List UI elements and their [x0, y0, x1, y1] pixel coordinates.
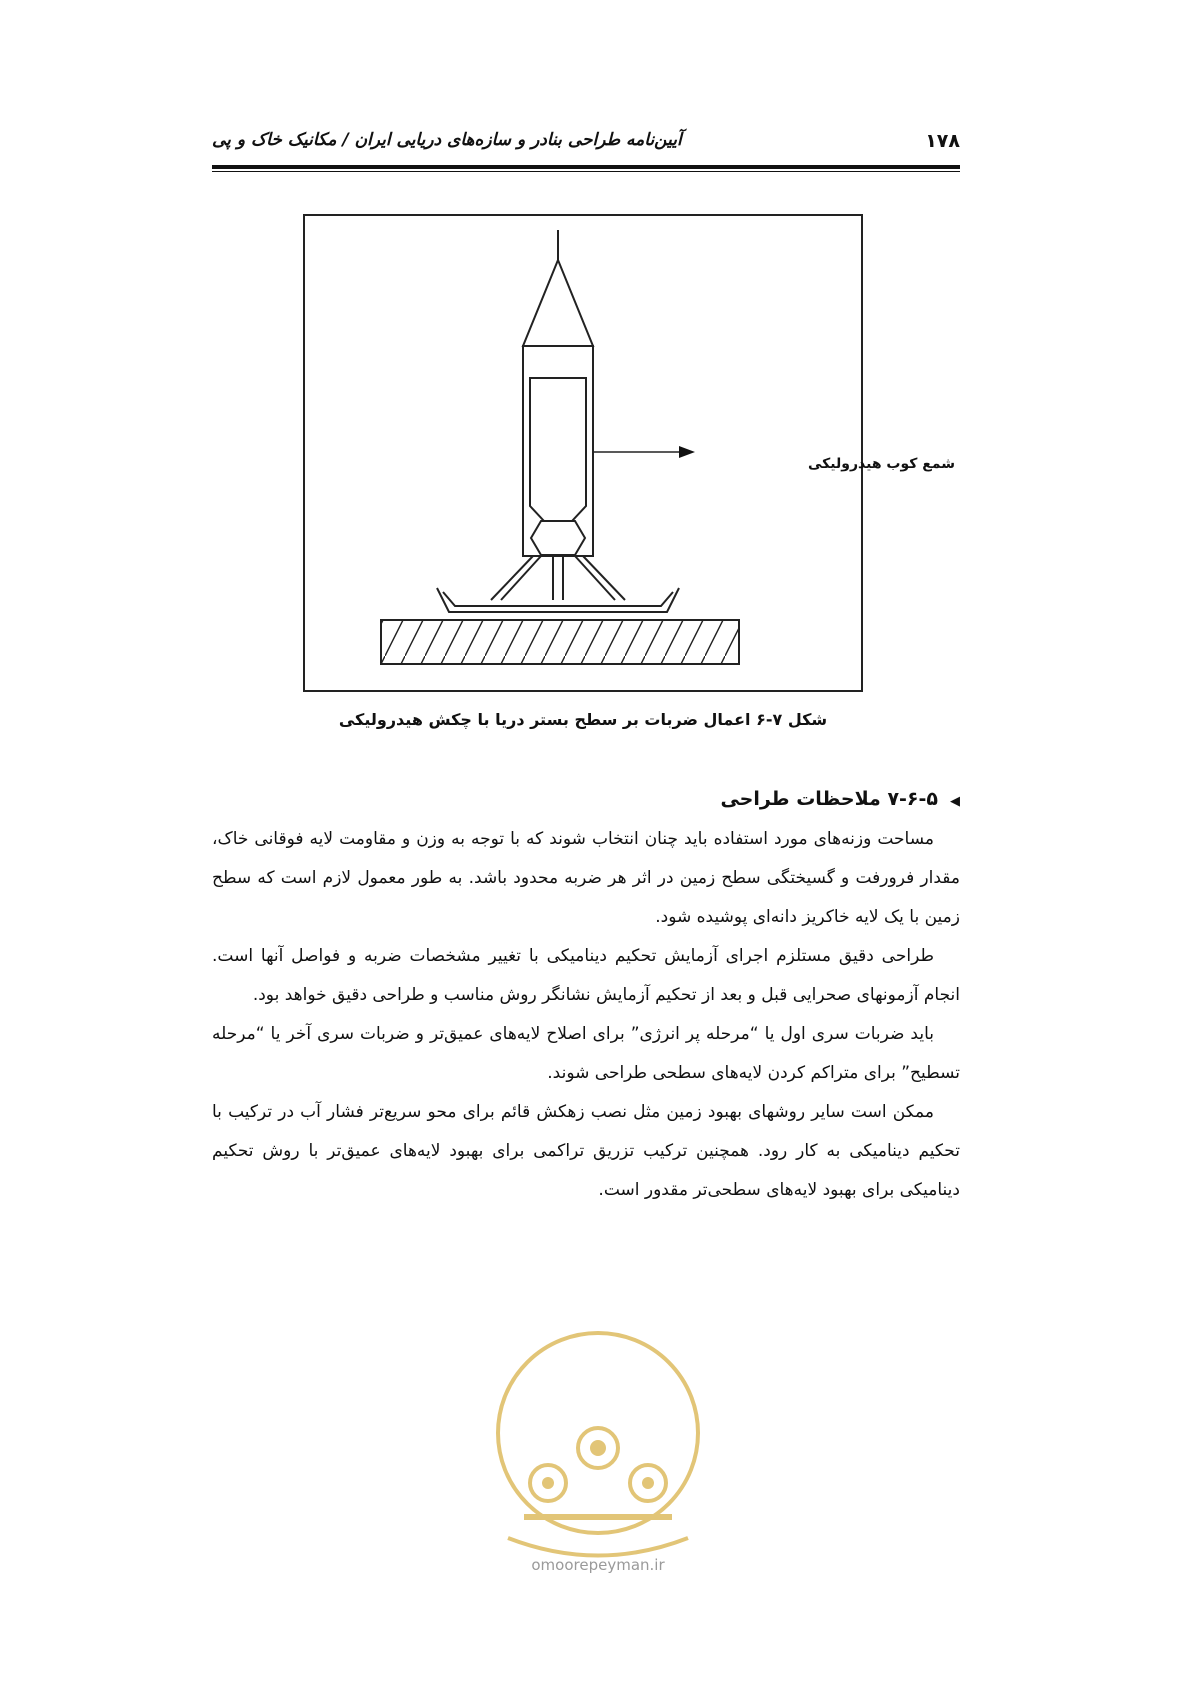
- hammer-base-plate: [443, 592, 673, 606]
- figure-frame: [303, 214, 955, 692]
- paragraph: مساحت وزنه‌های مورد استفاده باید چنان انتخاب شوند که با توجه به وزن و مقاومت لایه فوقانی خاک، مقدار فرورفت و گسیختگی سطح زمین در اثر هر ضربه محدود باشد. به طور معمول لازم است که سطح زمین با یک لایه خاکریز دانه‌ای پوشیده شود.: [212, 829, 960, 927]
- running-title: آیین‌نامه طراحی بنادر و سازه‌های دریایی ایران / مکانیک خاک و پی: [212, 130, 682, 150]
- watermark-logo: [488, 1318, 708, 1578]
- hammer-chamber: [531, 521, 585, 555]
- figure-caption: شکل ۷-۶ اعمال ضربات بر سطح بستر دریا با چکش هیدرولیکی: [338, 710, 828, 729]
- paragraph: ممکن است سایر روشهای بهبود زمین مثل نصب زهکش قائم برای محو سریع‌تر فشار آب در ترکیب با تحکیم دینامیکی به کار رود. همچنین ترکیب تزریق تراکمی برای بهبود لایه‌های عمیق‌تر با روش تحکیم دینامیکی برای بهبود لایه‌های سطحی‌تر مقدور است.: [212, 1102, 960, 1200]
- hydraulic-hammer-diagram: [305, 216, 861, 690]
- paragraph: طراحی دقیق مستلزم اجرای آزمایش تحکیم دینامیکی با تغییر مشخصات ضربه و فواصل آنها است. انجام آزمونهای صحرایی قبل و بعد از تحکیم آزمایش نشانگر روش مناسب و طراحی دقیق خواهد بود.: [212, 946, 960, 1005]
- header-rule-thick: [212, 165, 960, 169]
- seabed-block: [381, 620, 739, 664]
- paragraph: باید ضربات سری اول یا “مرحله پر انرژی” برای اصلاح لایه‌های عمیق‌تر و ضربات سری آخر یا “مرحله تسطیح” برای متراکم کردن لایه‌های سطحی طراحی شوند.: [212, 1024, 960, 1083]
- hammer-cone: [523, 260, 593, 346]
- callout-arrow-icon: [679, 446, 695, 458]
- section-heading: [720, 788, 960, 810]
- callout-label: شمع کوب هیدرولیکی: [808, 456, 955, 472]
- body-text: [212, 820, 960, 1210]
- header-rule-thin: [212, 171, 960, 172]
- hammer-ram: [530, 378, 586, 521]
- page-number: ۱۷۸: [925, 130, 960, 152]
- triangle-left-icon: ◀: [950, 794, 960, 809]
- page-header: [212, 128, 960, 162]
- watermark-url: omoorepeyman.ir: [531, 1556, 665, 1574]
- section-heading-text: ۷-۶-۵ ملاحظات طراحی: [720, 788, 938, 810]
